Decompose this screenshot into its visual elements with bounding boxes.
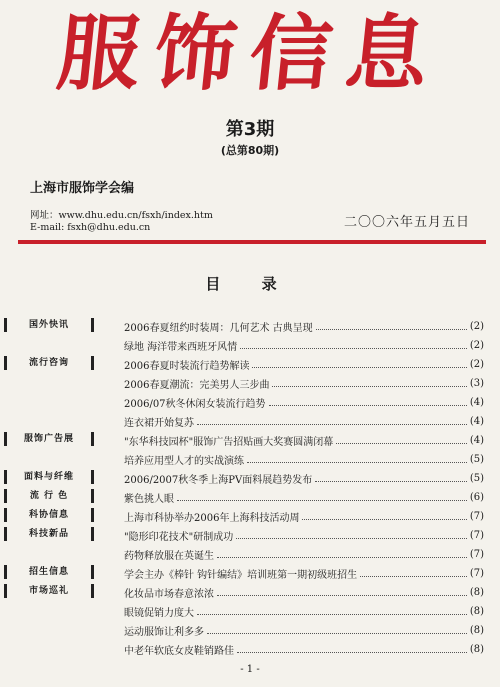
toc-entry-title: 2006/07秋冬休闲女装流行趋势 <box>124 398 266 410</box>
dot-leader <box>240 348 467 349</box>
toc-row <box>0 354 500 374</box>
masthead-title: 服饰信息 <box>52 6 448 102</box>
toc-entry-title: 紫色挑人眼 <box>124 493 174 505</box>
toc-entry[interactable] <box>124 487 484 507</box>
toc-category: 科协信息 <box>4 508 94 522</box>
dot-leader <box>252 367 466 368</box>
toc-entry-title: "隐形印花技术"研制成功 <box>124 531 234 543</box>
toc-entry-title: 培养应用型人才的实战演练 <box>124 455 244 467</box>
toc-entry-title: 运动服饰让利多多 <box>124 626 204 638</box>
dot-leader <box>336 443 467 444</box>
toc-entry-page: (2) <box>469 339 484 351</box>
toc-category: 流行咨询 <box>4 356 94 370</box>
toc-category: 科技新品 <box>4 527 94 541</box>
toc-entry-title: 上海市科协举办2006年上海科技活动周 <box>124 512 300 524</box>
dot-leader <box>217 557 467 558</box>
toc-entry[interactable] <box>124 449 484 469</box>
toc-entry-title: 学会主办《棒针 钩针编结》培训班第一期初级班招生 <box>124 569 358 581</box>
toc-entry[interactable] <box>124 601 484 621</box>
dot-leader <box>177 500 467 501</box>
toc-entry[interactable] <box>124 373 484 393</box>
website-link[interactable]: 网址：www.dhu.edu.cn/fsxh/index.htm <box>30 210 213 221</box>
toc-entry[interactable] <box>124 582 484 602</box>
toc-title: 目 录 <box>205 275 295 293</box>
toc-entry-page: (7) <box>469 567 484 579</box>
toc-entry[interactable] <box>124 430 484 450</box>
toc-entry[interactable] <box>124 639 484 659</box>
toc-entry-page: (2) <box>469 358 484 370</box>
toc-entry[interactable] <box>124 392 484 412</box>
dot-leader <box>247 462 467 463</box>
toc-entry-title: 2006春夏潮流：完美男人三步曲 <box>124 379 270 391</box>
toc-entry[interactable] <box>124 468 484 488</box>
toc-row <box>0 411 500 431</box>
toc-row <box>0 544 500 564</box>
toc-row <box>0 430 500 450</box>
toc-category: 面料与纤维 <box>4 470 94 484</box>
toc-entry-title: 2006春夏时装流行趋势解读 <box>124 360 250 372</box>
toc-row <box>0 316 500 336</box>
dot-leader <box>197 614 467 615</box>
toc-row <box>0 525 500 545</box>
dot-leader <box>269 405 467 406</box>
toc-row <box>0 639 500 659</box>
toc-entry[interactable] <box>124 335 484 355</box>
issue-total: (总第80期) <box>220 144 280 157</box>
dot-leader <box>302 519 466 520</box>
toc-entry-page: (4) <box>469 396 484 408</box>
toc-row <box>0 601 500 621</box>
toc-entry[interactable] <box>124 563 484 583</box>
toc-entry-title: "东华科技园杯"服饰广告招贴画大奖赛圆满闭幕 <box>124 436 334 448</box>
toc-category: 服饰广告展 <box>4 432 94 446</box>
toc-entry-title: 连衣裙开始复苏 <box>124 417 194 429</box>
toc-row <box>0 373 500 393</box>
toc-entry-page: (4) <box>469 415 484 427</box>
toc-entry-page: (2) <box>469 320 484 332</box>
toc-entry-title: 中老年软底女皮鞋销路佳 <box>124 645 234 657</box>
toc-entry-page: (6) <box>469 491 484 503</box>
toc-entry-page: (5) <box>469 472 484 484</box>
toc-row <box>0 582 500 602</box>
page-number: - 1 - <box>240 664 260 675</box>
toc-entry[interactable] <box>124 316 484 336</box>
toc-entry-page: (3) <box>469 377 484 389</box>
toc-entry[interactable] <box>124 506 484 526</box>
dot-leader <box>197 424 467 425</box>
issue-number: 第3期 <box>225 119 275 140</box>
toc-entry-page: (7) <box>469 529 484 541</box>
toc-row <box>0 449 500 469</box>
toc-row <box>0 335 500 355</box>
toc-entry-title: 2006/2007秋冬季上海PV面料展趋势发布 <box>124 474 313 486</box>
toc-category: 招生信息 <box>4 565 94 579</box>
toc-entry-title: 药物释放服在英诞生 <box>124 550 214 562</box>
toc-entry[interactable] <box>124 354 484 374</box>
toc-category: 流 行 色 <box>4 489 94 503</box>
dot-leader <box>217 595 467 596</box>
toc-entry-page: (8) <box>469 624 484 636</box>
toc-entry-page: (7) <box>469 548 484 560</box>
dot-leader <box>360 576 467 577</box>
header-divider <box>18 240 486 244</box>
toc-entry-page: (5) <box>469 453 484 465</box>
toc-category: 国外快讯 <box>4 318 94 332</box>
dot-leader <box>272 386 466 387</box>
dot-leader <box>237 652 467 653</box>
dot-leader <box>315 481 467 482</box>
toc-entry-page: (8) <box>469 605 484 617</box>
toc-row <box>0 392 500 412</box>
toc-entry[interactable] <box>124 411 484 431</box>
email-link[interactable]: E-mail: fsxh@dhu.edu.cn <box>30 222 151 233</box>
publication-date: 二〇〇六年五月五日 <box>343 215 470 230</box>
toc-entry-page: (7) <box>469 510 484 522</box>
toc-row <box>0 506 500 526</box>
toc-entry[interactable] <box>124 525 484 545</box>
toc-row <box>0 563 500 583</box>
toc-entry-title: 绿地 海洋带来西班牙风情 <box>124 341 238 353</box>
toc-entry-title: 2006春夏纽约时装周：几何艺术 古典呈现 <box>124 322 313 334</box>
dot-leader <box>316 329 467 330</box>
toc-entry-page: (8) <box>469 586 484 598</box>
toc-entry[interactable] <box>124 544 484 564</box>
dot-leader <box>207 633 467 634</box>
toc-row <box>0 468 500 488</box>
toc-row <box>0 620 500 640</box>
toc-entry-page: (4) <box>469 434 484 446</box>
toc-entry-page: (8) <box>469 643 484 655</box>
toc-category: 市场巡礼 <box>4 584 94 598</box>
toc-entry-title: 眼镜促销力度大 <box>124 607 194 619</box>
dot-leader <box>236 538 467 539</box>
publisher: 上海市服饰学会编 <box>30 181 135 196</box>
toc-entry[interactable] <box>124 620 484 640</box>
toc-entry-title: 化妆品市场春意浓浓 <box>124 588 214 600</box>
toc-row <box>0 487 500 507</box>
